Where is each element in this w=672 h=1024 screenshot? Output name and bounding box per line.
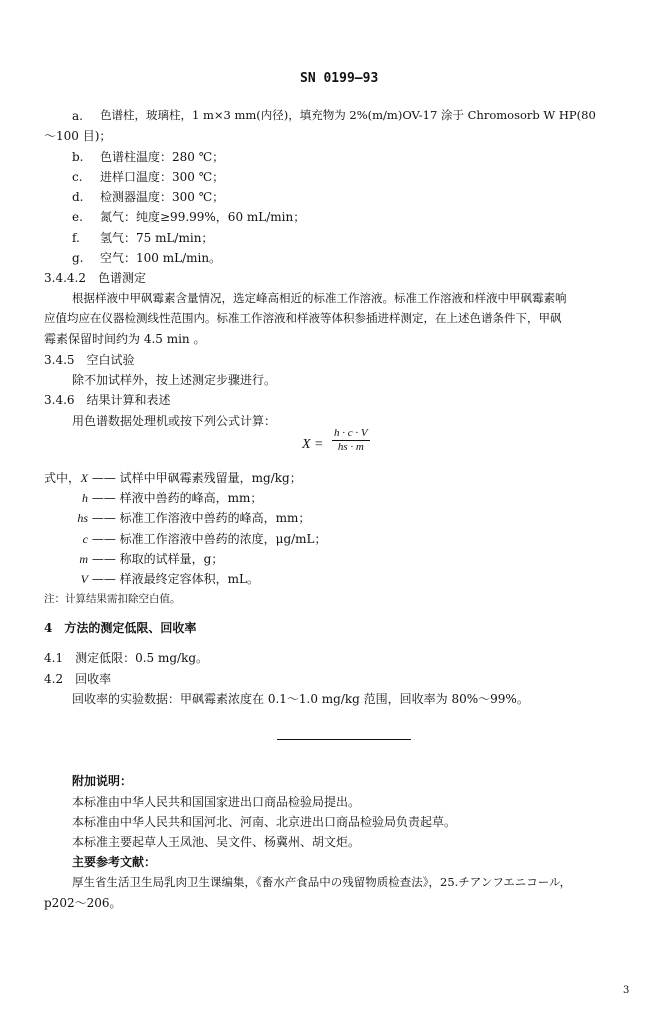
section-42-text: 回收率的实验数据：甲砜霉素浓度在 0.1～1.0 mg/kg 范围，回收率为 80%～99%。 (72, 692, 529, 706)
end-of-text-rule (277, 739, 411, 740)
appendix-line-1: 本标准由中华人民共和国国家进出口商品检验局提出。 (72, 795, 361, 809)
definition-text: —— 样液中兽药的峰高，mm； (91, 491, 263, 505)
condition-c-label: c. (72, 170, 83, 184)
section-346-intro: 用色谱数据处理机或按下列公式计算： (72, 414, 277, 428)
condition-e-label: e. (72, 210, 83, 224)
condition-b-label: b. (72, 150, 84, 164)
condition-e-text: 氮气：纯度≥99.99%，60 mL/min； (100, 210, 306, 224)
definitions-lead: 式中， (44, 471, 81, 485)
condition-f-text: 氢气：75 mL/min； (100, 231, 214, 245)
formula-denominator: hs · m (337, 441, 364, 453)
formula-fraction (332, 428, 370, 453)
condition-d-text: 检测器温度：300 ℃； (100, 190, 225, 204)
definition-symbol: V (80, 572, 88, 586)
definition-text: —— 样液最终定容体积，mL。 (91, 572, 259, 586)
definition-row-V (54, 573, 259, 585)
condition-c-text: 进样口温度：300 ℃； (100, 170, 225, 184)
section-4-heading: 4 方法的测定低限、回收率 (44, 621, 197, 635)
section-3442-line-2: 应值均应在仪器检测线性范围内。标准工作溶液和样液等体积参插进样测定，在上述色谱条件下，甲砜 (44, 311, 562, 325)
condition-a-continuation: ～100 目)； (44, 129, 112, 143)
section-3442-heading: 3.4.4.2 色谱测定 (44, 271, 146, 285)
definition-row-h (54, 492, 262, 504)
definition-text: —— 称取的试样量，g； (91, 552, 224, 566)
definition-row-m (54, 553, 223, 565)
section-42-heading: 4.2 回收率 (44, 672, 112, 686)
appendix-line-2: 本标准由中华人民共和国河北、河南、北京进出口商品检验局负责起草。 (72, 815, 457, 829)
reference-line-1: 厚生省生活卫生局乳肉卫生课编集，《畜水产食品中の残留物质检查法》，25.チアンフエニコール， (72, 875, 572, 889)
definition-symbol: m (79, 552, 88, 566)
condition-f-label: f. (72, 231, 80, 245)
definition-symbol: c (82, 532, 88, 546)
section-345-heading: 3.4.5 空白试验 (44, 353, 135, 367)
condition-a-text: 色谱柱，玻璃柱，1 m×3 mm(内径)，填充物为 2%(m/m)OV-17 涂于 Chromosorb W HP(80 (100, 108, 596, 122)
page-number: 3 (623, 985, 630, 996)
condition-g-text: 空气：100 mL/min。 (100, 251, 222, 265)
definition-symbol: h (82, 491, 88, 505)
condition-b-text: 色谱柱温度：280 ℃； (100, 150, 225, 164)
standard-code-header: SN 0199—93 (300, 71, 379, 86)
appendix-line-3: 本标准主要起草人王凤池、吴文件、杨冀州、胡文炬。 (72, 835, 361, 849)
section-41-text: 4.1 测定低限：0.5 mg/kg。 (44, 651, 209, 665)
section-3442-line-1: 根据样液中甲砜霉素含量情况，选定峰高相近的标准工作溶液。标准工作溶液和样液中甲砜霉素响 (72, 291, 567, 305)
definition-symbol: hs (77, 511, 88, 525)
definition-text: —— 标准工作溶液中兽药的浓度，μg/mL； (91, 532, 327, 546)
formula-numerator: h · c · V (334, 427, 368, 439)
references-title: 主要参考文献： (72, 855, 157, 869)
section-345-text: 除不加试样外，按上述测定步骤进行。 (72, 373, 277, 387)
section-3442-line-3: 霉素保留时间约为 4.5 min 。 (44, 332, 206, 346)
condition-g-label: g. (72, 251, 84, 265)
formula-lhs: X = (302, 437, 324, 452)
calculation-note: 注：计算结果需扣除空白值。 (44, 593, 181, 605)
definition-row-X (54, 472, 302, 484)
condition-d-label: d. (72, 190, 84, 204)
definition-symbol: X (80, 471, 88, 485)
definition-text: —— 标准工作溶液中兽药的峰高，mm； (91, 511, 311, 525)
definition-row-c (54, 533, 327, 545)
definition-row-hs (54, 512, 310, 524)
reference-line-2: p202～206。 (44, 896, 122, 910)
definition-text: —— 试样中甲砜霉素残留量，mg/kg； (91, 471, 302, 485)
section-346-heading: 3.4.6 结果计算和表述 (44, 393, 171, 407)
condition-a-label: a. (72, 109, 83, 123)
appendix-title: 附加说明： (72, 774, 133, 788)
